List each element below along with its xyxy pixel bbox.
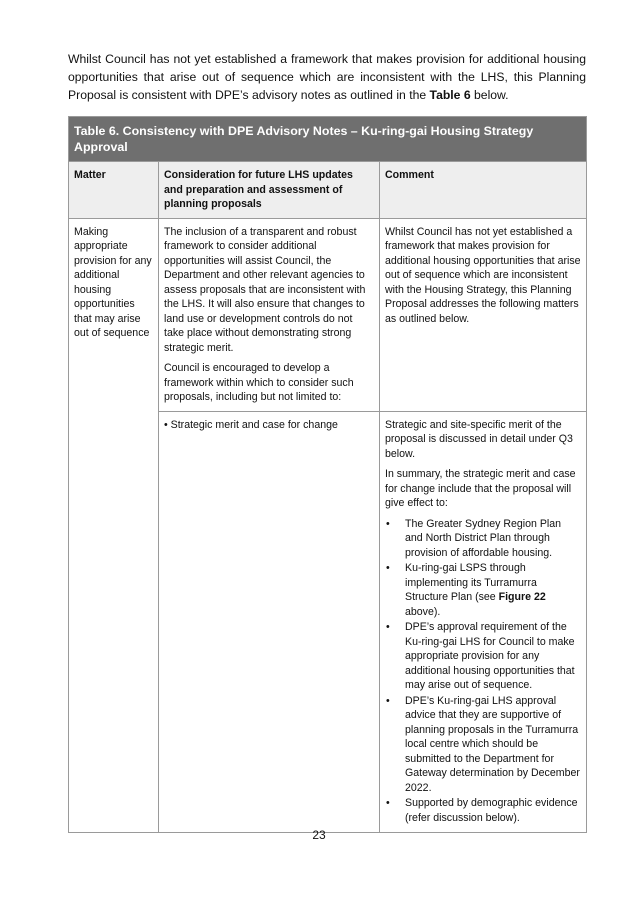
bullet-icon: • [386,694,390,707]
consideration-cell [159,218,380,411]
comment-cell-strategic-merit [380,411,587,833]
table-caption-row [69,117,587,162]
consistency-table [68,116,587,833]
header-consideration: Consideration for future LHS updates and preparation and assessment of planning proposals [159,162,380,219]
list-item: • DPE’s approval requirement of the Ku-ring-gai LHS for Council to make appropriate provision for any additional housing opportunities that may arise out of sequence. [386,621,575,691]
figure-reference: Figure 22 [498,591,546,603]
table-caption: Table 6. Consistency with DPE Advisory Notes – Ku-ring-gai Housing Strategy Approval [69,117,587,162]
bullet-icon: • [386,517,390,530]
header-comment: Comment [380,162,587,219]
table-header-row [69,162,587,219]
bullet-icon: • [386,621,390,633]
list-item: • DPE’s Ku-ring-gai LHS approval advice that they are supportive of planning proposals in the Turramurra local centre which should be submitted to the Department for Gateway determination by December 2022. [386,694,580,794]
intro-paragraph [68,50,586,104]
intro-text-before: Whilst Council has not yet established a framework that makes provision for additional housing opportunities that arise out of sequence which are inconsistent with the LHS, this Planning Proposal is consistent with DPE’s advisory notes as outlined in the [68,52,586,102]
comment-cell: Whilst Council has not yet established a framework that makes provision for additional housing opportunities that arise out of sequence which are inconsistent with the Housing Strategy, this Planning Proposal addresses the following matters as outlined below. [380,218,587,411]
page-number: 23 [312,828,326,842]
consideration-paragraph-1: The inclusion of a transparent and robust framework to consider additional opportunities will assist Council, the Department and other relevant agencies to assess proposals that are inconsistent with the LHS. It will also ensure that changes to land use or development controls do not take place without demonstrating strong strategic merit. [164,225,366,354]
bullet-icon: • [386,797,390,809]
table-reference: Table 6 [429,88,471,102]
consideration-paragraph-2: Council is encouraged to develop a framework within which to consider such proposals, including but not limited to: [164,362,354,403]
consideration-cell-strategic-merit: • Strategic merit and case for change [159,411,380,833]
table-row [69,218,587,411]
comment-paragraph-2: In summary, the strategic merit and case for change include that the proposal will give effect to: [385,468,576,509]
matter-cell: Making appropriate provision for any additional housing opportunities that may arise out of sequence [69,218,159,833]
intro-text-after: below. [470,88,509,102]
list-item: • The Greater Sydney Region Plan and North District Plan through provision of affordable housing. [386,517,562,559]
header-matter: Matter [69,162,159,219]
merit-bullet-list [385,517,581,826]
list-item: • Supported by demographic evidence (refer discussion below). [386,797,578,824]
bullet-icon: • [386,562,390,574]
comment-paragraph-1: Strategic and site-specific merit of the proposal is discussed in detail under Q3 below. [385,418,573,460]
list-item: • Ku-ring-gai LSPS through implementing its Turramurra Structure Plan (see Figure 22 above). [386,562,546,618]
